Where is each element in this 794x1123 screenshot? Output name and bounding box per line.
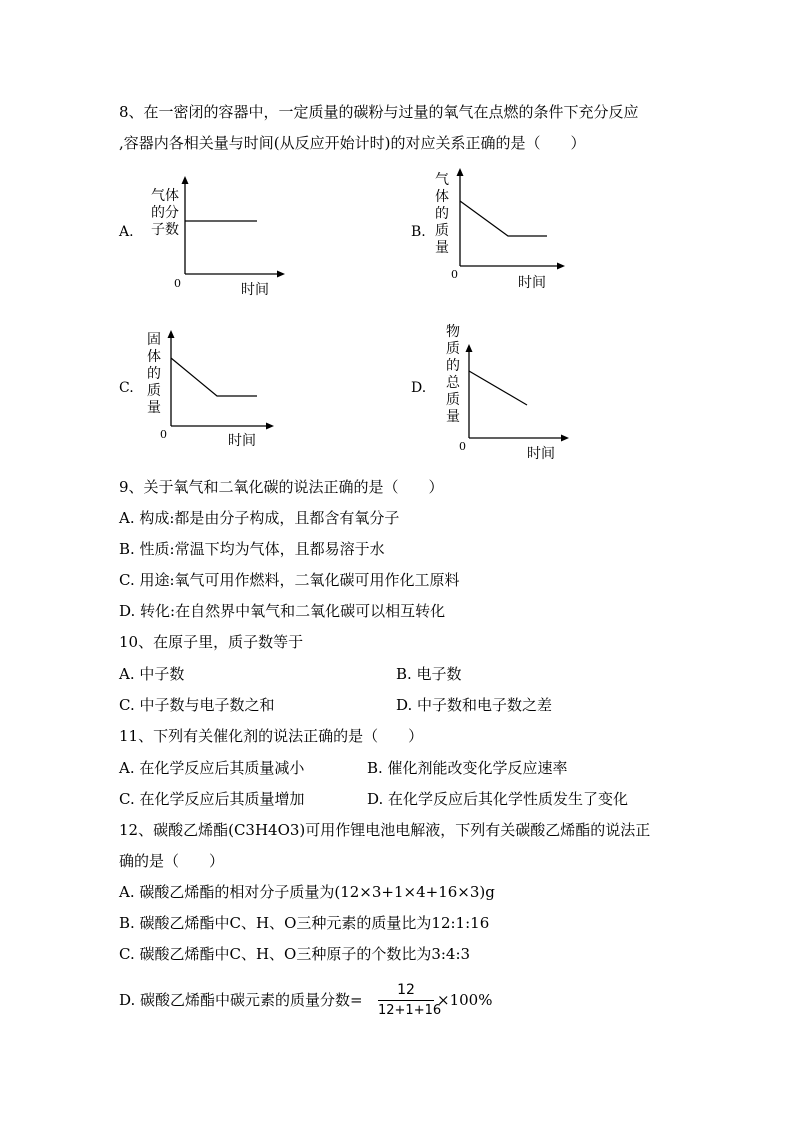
- q9-stem: 9、关于氧气和二氧化碳的说法正确的是（ ）: [119, 478, 444, 496]
- fraction-numerator: 12: [397, 982, 415, 998]
- graph-d-ylabel-1: 物: [446, 324, 460, 340]
- graph-c-origin: 0: [160, 428, 167, 441]
- q10-option-a: A. 中子数: [119, 665, 185, 683]
- graph-a-origin: 0: [174, 277, 181, 290]
- q12-option-d-suffix: ×100%: [437, 991, 493, 1009]
- graph-b-ylabel-3: 的: [435, 206, 449, 222]
- q12-option-c: C. 碳酸乙烯酯中C、H、O三种原子的个数比为3:4:3: [119, 945, 471, 963]
- q9-option-a: A. 构成:都是由分子构成，且都含有氧分子: [119, 509, 400, 527]
- q8-stem-line2: ,容器内各相关量与时间(从反应开始计时)的对应关系正确的是（ ）: [119, 134, 586, 152]
- q11-option-c: C. 在化学反应后其质量增加: [119, 790, 305, 808]
- graph-b-ylabel-2: 体: [435, 189, 449, 205]
- graph-d-ylabel-5: 质: [446, 392, 460, 408]
- graph-c-ylabel-5: 量: [147, 400, 161, 416]
- graph-d-y-arrow: [466, 344, 473, 352]
- q9-option-b: B. 性质:常温下均为气体，且都易溶于水: [119, 540, 385, 558]
- q11-option-d: D. 在化学反应后其化学性质发生了变化: [367, 790, 629, 808]
- graph-c-ylabel-4: 质: [147, 383, 161, 399]
- q12-stem-line2: 确的是（ ）: [119, 852, 225, 870]
- graph-d-ylabel-4: 总: [446, 375, 460, 391]
- q12-option-d-prefix: D. 碳酸乙烯酯中碳元素的质量分数=: [119, 991, 363, 1009]
- graph-a-xlabel: 时间: [241, 282, 269, 298]
- option-d-label: D.: [411, 380, 427, 396]
- q12-stem-line1: 12、碳酸乙烯酯(C3H4O3)可用作锂电池电解液，下列有关碳酸乙烯酯的说法正: [119, 821, 651, 839]
- graph-d-ylabel-2: 质: [446, 341, 460, 357]
- q10-option-b: B. 电子数: [396, 665, 462, 683]
- graph-d-origin: 0: [459, 440, 466, 453]
- q11-stem: 11、下列有关催化剂的说法正确的是（ ）: [119, 727, 424, 745]
- graph-a-ylabel-1: 气体: [151, 188, 179, 204]
- graph-b-ylabel-5: 量: [435, 240, 449, 256]
- graph-c-xlabel: 时间: [228, 433, 256, 449]
- graph-b-ylabel-1: 气: [435, 172, 449, 188]
- graph-c-ylabel-2: 体: [147, 349, 161, 365]
- graph-c-ylabel-1: 固: [147, 332, 161, 348]
- graph-d-curve: [469, 371, 527, 405]
- graph-d-x-arrow: [561, 435, 569, 442]
- q10-stem: 10、在原子里，质子数等于: [119, 633, 304, 651]
- q12-option-a: A. 碳酸乙烯酯的相对分子质量为(12×3+1×4+16×3)g: [119, 883, 495, 901]
- q11-option-a: A. 在化学反应后其质量减小: [119, 759, 305, 777]
- graph-a-ylabel-2: 的分: [151, 205, 179, 221]
- option-c-label: C.: [119, 380, 134, 396]
- fraction-bar: [378, 1000, 434, 1001]
- graph-d-xlabel: 时间: [527, 446, 555, 462]
- fraction-denominator: 12+1+16: [378, 1003, 442, 1018]
- graph-a-ylabel-3: 子数: [151, 222, 179, 238]
- q8-stem-line1: 8、在一密闭的容器中，一定质量的碳粉与过量的氧气在点燃的条件下充分反应: [119, 103, 639, 121]
- option-b-label: B.: [411, 224, 426, 240]
- q12-option-d-fraction: [378, 981, 442, 1020]
- q9-option-c: C. 用途:氧气可用作燃料，二氧化碳可用作化工原料: [119, 571, 460, 589]
- graph-d-ylabel-3: 的: [446, 358, 460, 374]
- option-a-label: A.: [119, 224, 134, 240]
- q10-option-d: D. 中子数和电子数之差: [396, 696, 553, 714]
- graph-c-ylabel-3: 的: [147, 366, 161, 382]
- graph-d-ylabel-6: 量: [446, 409, 460, 425]
- q10-option-c: C. 中子数与电子数之和: [119, 696, 275, 714]
- graph-b-xlabel: 时间: [518, 275, 546, 291]
- q9-option-d: D. 转化:在自然界中氧气和二氧化碳可以相互转化: [119, 602, 446, 620]
- graph-b-ylabel-4: 质: [435, 223, 449, 239]
- q12-option-b: B. 碳酸乙烯酯中C、H、O三种元素的质量比为12:1:16: [119, 914, 490, 932]
- graph-b-origin: 0: [451, 268, 458, 281]
- q11-option-b: B. 催化剂能改变化学反应速率: [367, 759, 568, 777]
